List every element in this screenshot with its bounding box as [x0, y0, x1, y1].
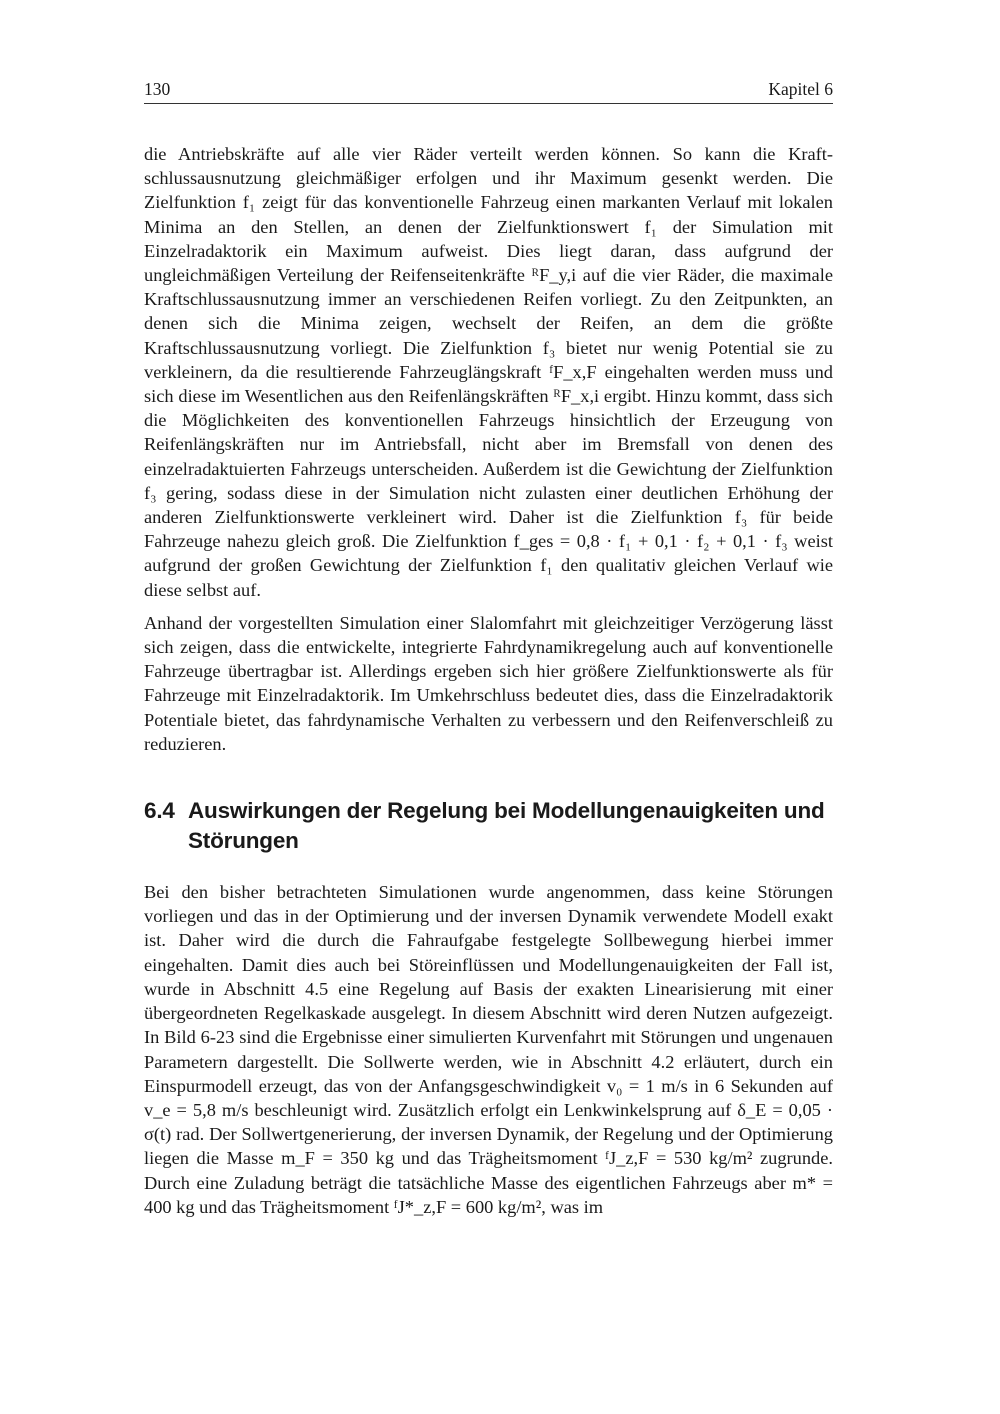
paragraph: Anhand der vorgestellten Simulation einer Slalomfahrt mit gleichzeitiger Verzögerung lässt sich zeigen, dass die entwickelte, integrierte Fahrdynamikregelung auch auf konventionelle Fahrzeuge übertragbar ist. Allerdings ergeben sich hier größere Zielfunktionswerte als für Fahrzeuge mit Einzelradaktorik. Im Umkehrschluss bedeutet dies, dass die Einzelradaktorik Potentiale bietet, das fahrdynamische Verhalten zu verbessern und den Reifenverschleiß zu reduzieren. [144, 612, 833, 754]
section-heading [144, 796, 833, 856]
page-body [144, 142, 833, 1219]
page-header [144, 78, 833, 104]
section-number: 6.4 [144, 798, 175, 824]
section-title: Auswirkungen der Regelung bei Modellungenauigkeiten und Störungen [188, 798, 825, 854]
chapter-label: Kapitel 6 [768, 79, 833, 99]
paragraph: Bei den bisher betrachteten Simulationen wurde angenommen, dass keine Störungen vorliegen und das in der Optimierung und der inversen Dynamik verwendete Modell exakt ist. Daher wird die durch die Fahraufgabe festgelegte Sollbewegung hierbei immer eingehalten. Damit dies auch bei Störeinflüssen und Modellungenauigkeiten der Fall ist, wurde in Abschnitt 4.5 eine Regelung auf Basis der exakten Linearisierung mit einer übergeordneten Regelkaskade ausgelegt. In diesem Abschnitt wird deren Nutzen aufgezeigt. In Bild 6-23 sind die Ergebnisse einer simulierten Kurvenfahrt mit Störungen und ungenauen Parametern dargestellt. Die Sollwerte werden, wie in Abschnitt 4.2 erläutert, durch ein Einspurmodell erzeugt, das von der Anfangsgeschwindigkeit v₀ = 1 m/s in 6 Sekunden auf v_e = 5,8 m/s beschleunigt wird. Zusätzlich erfolgt ein Lenkwinkelsprung auf δ_E = 0,05 · σ(t) rad. Der Sollwertgenerierung, der inversen Dynamik, der Regelung und der Optimierung liegen die Masse m_F = 350 kg und das Trägheitsmoment ᶠJ_z,F = 530 kg/m² zugrunde. Durch eine Zuladung beträgt die tatsächliche Masse des eigentlichen Fahrzeugs aber m* = 400 kg und das Trägheitsmoment ᶠJ*_z,F = 600 kg/m², was im [144, 882, 833, 1217]
paragraph: die Antriebskräfte auf alle vier Räder verteilt werden können. So kann die Kraftschlussausnutzung gleichmäßiger erfolgen und ihr Maximum gesenkt werden. Die Zielfunktion f₁ zeigt für das konventionelle Fahrzeug einen markanten Verlauf mit lokalen Minima an den Stellen, an denen der Zielfunktionswert f₁ der Simulation mit Einzelradaktorik ein Maximum aufweist. Dies liegt daran, dass aufgrund der ungleichmäßigen Verteilung der Reifenseitenkräfte ᴿF_y,i auf die vier Räder, die maximale Kraftschlussausnutzung immer an verschiedenen Reifen vorliegt. Zu den Zeitpunkten, an denen sich die Minima zeigen, wechselt der Reifen, an dem die größte Kraftschlussausnutzung vorliegt. Die Zielfunktion f₃ bietet nur wenig Potential sie zu verkleinern, da die resultierende Fahrzeuglängskraft ᶠF_x,F eingehalten werden muss und sich diese im Wesentlichen aus den Reifenlängskräften ᴿF_x,i ergibt. Hinzu kommt, dass sich die Möglichkeiten des konventionellen Fahrzeugs hinsichtlich der Erzeugung von Reifenlängskräften nur im Antriebsfall, nicht aber im Bremsfall von denen des einzelradaktuierten Fahrzeugs unterscheiden. Außerdem ist die Gewichtung der Zielfunktion f₃ gering, sodass diese in der Simulation nicht zulasten einer deutlichen Erhöhung der anderen Zielfunktionswerte verkleinert wird. Daher ist die Zielfunktion f₃ für beide Fahrzeuge nahezu gleich groß. Die Zielfunktion f_ges = 0,8 · f₁ + 0,1 · f₂ + 0,1 · f₃ weist aufgrund der großen Gewichtung der Zielfunktion f₁ den qualitativ gleichen Verlauf wie diese selbst auf. [144, 144, 833, 600]
page-number: 130 [144, 79, 171, 99]
